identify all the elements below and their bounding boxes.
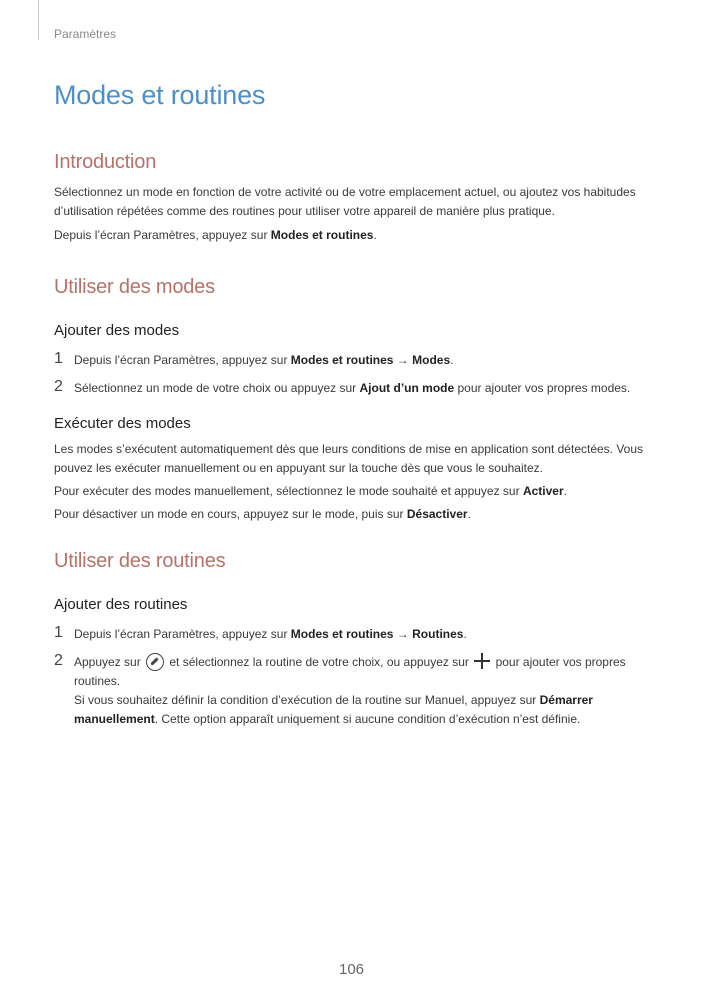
run-modes-paragraph: Les modes s’exécutent automatiquement dès que leurs conditions de mise en application sont détectées. Vous pouvez les exécuter manuellement ou en appuyant sur la touche dès que vous le souhaitez. <box>54 442 644 475</box>
paragraph-bold: Désactiver <box>406 507 468 521</box>
step-number: 2 <box>54 378 63 395</box>
intro-instruction <box>54 226 654 245</box>
step-bold: Ajout d’un mode <box>359 381 455 395</box>
page-title: Modes et routines <box>54 80 266 110</box>
step-number: 2 <box>54 652 63 669</box>
section-heading-introduction: Introduction <box>54 151 157 173</box>
step-bold: Routines <box>412 627 464 641</box>
step-text-end: pour ajouter vos propres modes. <box>454 381 631 395</box>
main-content <box>54 80 654 729</box>
intro-instruction-text: Depuis l’écran Paramètres, appuyez sur <box>54 228 271 242</box>
step-text: et sélectionnez la routine de votre choix, ou appuyez sur <box>166 655 473 669</box>
subheading-run-modes: Exécuter des modes <box>54 415 191 432</box>
subheading-add-modes: Ajouter des modes <box>54 322 180 339</box>
step-number: 1 <box>54 624 63 641</box>
note-text-end: . Cette option apparaît uniquement si aucune condition d’exécution n’est définie. <box>154 712 581 726</box>
section-heading-modes: Utiliser des modes <box>54 276 215 298</box>
step-add-routine-2 <box>54 653 654 729</box>
step-add-mode-2 <box>54 379 654 398</box>
paragraph-end: . <box>467 507 471 521</box>
step-number: 1 <box>54 350 63 367</box>
step-text: Depuis l’écran Paramètres, appuyez sur <box>74 353 291 367</box>
step-text-end: . <box>450 353 454 367</box>
intro-instruction-end: . <box>373 228 377 242</box>
step-text: Appuyez sur <box>74 655 145 669</box>
note-bold: Démarrer manuellement <box>74 693 593 726</box>
intro-paragraph: Sélectionnez un mode en fonction de votre activité ou de votre emplacement actuel, ou ajoutez vos habitudes d’utilisation répétées comme des routines pour utiliser votre appareil de manière plus pratique. <box>54 185 636 218</box>
run-modes-deactivate <box>54 505 654 524</box>
step-text-end: . <box>463 627 467 641</box>
section-heading-routines: Utiliser des routines <box>54 550 226 572</box>
subheading-add-routines: Ajouter des routines <box>54 596 188 613</box>
step-text: Sélectionnez un mode de votre choix ou appuyez sur <box>74 381 360 395</box>
note-text: Si vous souhaitez définir la condition d’exécution de la routine sur Manuel, appuyez sur <box>74 693 540 707</box>
paragraph-text: Pour exécuter des modes manuellement, sélectionnez le mode souhaité et appuyez sur <box>54 484 523 498</box>
breadcrumb: Paramètres <box>54 27 117 41</box>
header-rule <box>38 0 39 40</box>
intro-instruction-bold: Modes et routines <box>270 228 374 242</box>
arrow-icon: → <box>393 627 413 641</box>
paragraph-bold: Activer <box>522 484 564 498</box>
paragraph-text: Pour désactiver un mode en cours, appuyez sur le mode, puis sur <box>54 507 407 521</box>
step-text: Depuis l’écran Paramètres, appuyez sur <box>74 627 291 641</box>
compass-icon <box>146 653 164 671</box>
step-add-routine-1 <box>54 625 654 644</box>
page-number: 106 <box>338 961 365 978</box>
step-bold: Modes et routines <box>290 353 394 367</box>
step-add-mode-1 <box>54 351 654 370</box>
step-text-end: pour ajouter vos propres routines. <box>74 655 626 688</box>
step-bold: Modes <box>412 353 451 367</box>
arrow-icon: → <box>393 353 413 367</box>
run-modes-activate <box>54 482 654 501</box>
plus-icon <box>474 653 490 669</box>
routine-note <box>74 691 654 729</box>
paragraph-end: . <box>563 484 567 498</box>
step-bold: Modes et routines <box>290 627 394 641</box>
